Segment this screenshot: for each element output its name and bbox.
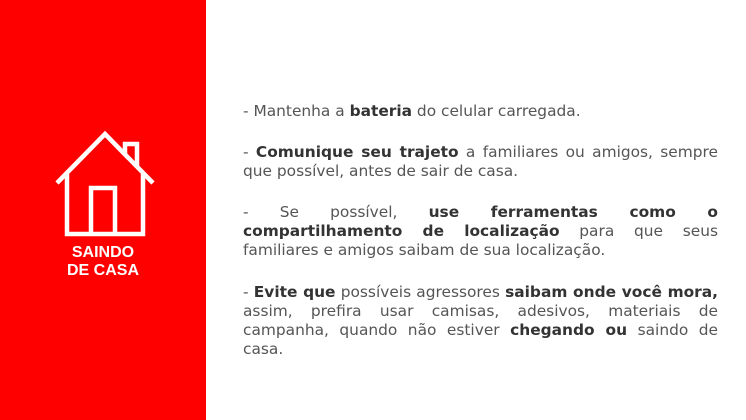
tip-location-sharing [243,203,718,260]
tip-text: - [243,283,254,301]
tip-emphasis: use ferramentas como o compartilhamento de localização [243,203,719,240]
section-title [0,244,206,280]
tip-emphasis: chegando ou [510,321,628,339]
tip-emphasis: bateria [349,102,413,120]
tip-text: - Se possível, [243,203,429,221]
tip-text: - [243,143,256,161]
tip-text: - Mantenha a [243,102,350,120]
tip-emphasis: saibam onde você mora, [505,283,719,301]
tip-avoid-aggressors [243,283,718,359]
tip-emphasis: Evite que [253,283,336,301]
tip-text: para que seus familiares e amigos saibam de sua localização. [243,222,718,259]
house-icon [53,128,157,238]
tip-text: a familiares ou amigos, sempre que possível, antes de sair de casa. [243,143,718,180]
tip-battery [243,102,718,121]
sidebar-panel [0,0,206,420]
tip-emphasis: Comunique seu trajeto [255,143,459,161]
tip-text: assim, prefira usar camisas, adesivos, materiais de campanha, quando não estiver [243,302,718,339]
tip-text: do celular carregada. [412,102,581,120]
tip-text: saindo de casa. [243,321,718,358]
tip-share-route [243,143,718,181]
section-title-line-1: SAINDO [71,244,135,261]
section-title-line-2: DE CASA [66,262,139,279]
tip-text: possíveis agressores [335,283,506,301]
